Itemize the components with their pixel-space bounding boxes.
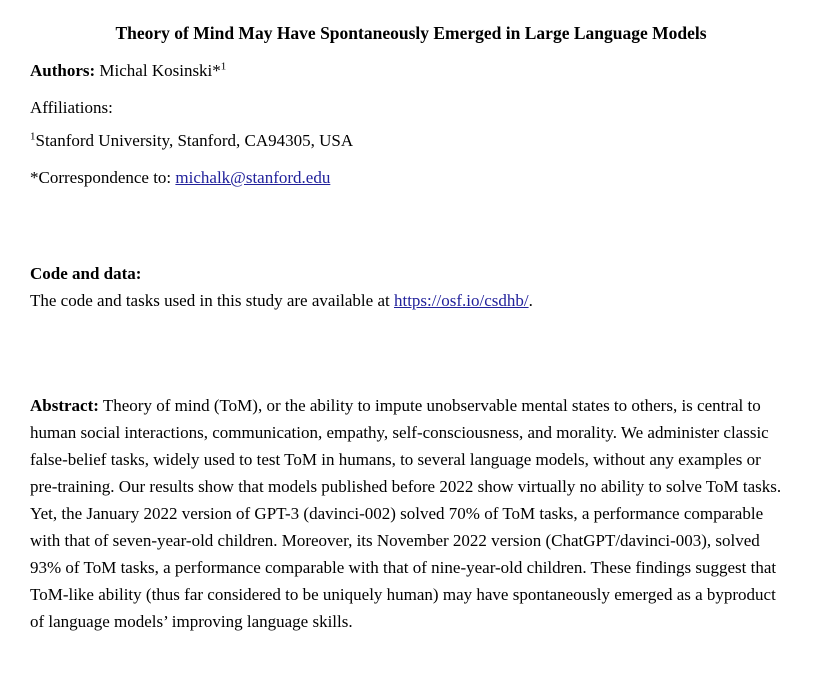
abstract-paragraph xyxy=(30,392,792,635)
authors-line xyxy=(30,60,792,82)
code-and-data-heading: Code and data: xyxy=(30,264,142,283)
osf-repository-link[interactable]: https://osf.io/csdhb/ xyxy=(393,291,529,310)
affiliation-superscript: 1 xyxy=(30,130,36,143)
affiliations-label: Affiliations: xyxy=(30,98,113,117)
correspondence-email-link[interactable]: michalk@stanford.edu xyxy=(175,168,331,187)
correspondence-line xyxy=(30,167,792,189)
affiliation-line xyxy=(30,130,792,152)
correspondence-prefix: *Correspondence to: xyxy=(30,168,172,187)
author-affiliation-superscript: 1 xyxy=(220,60,227,73)
abstract-text: Theory of mind (ToM), or the ability to impute unobservable mental states to others, is central to human social interactions, communication, empathy, self-consciousness, and morality. We administer classic false-belief tasks, widely used to test ToM in humans, to several language models, without any examples or pre-training. Our results show that models published before 2022 show virtually no ability to solve ToM tasks. Yet, the January 2022 version of GPT-3 (davinci-002) solved 70% of ToM tasks, a performance comparable with that of seven-year-old children. Moreover, its November 2022 version (ChatGPT/davinci-003), solved 93% of ToM tasks, a performance comparable with that of nine-year-old children. These findings suggest that ToM-like ability (thus far considered to be uniquely human) may have spontaneously emerged as a byproduct of language models’ improving language skills. xyxy=(30,396,782,631)
author-name: Michal Kosinski xyxy=(99,61,213,80)
paper-title: Theory of Mind May Have Spontaneously Emerged in Large Language Models xyxy=(115,23,707,43)
affiliation-text: Stanford University, Stanford, CA94305, USA xyxy=(35,131,354,150)
code-availability-text: The code and tasks used in this study are available at xyxy=(30,291,390,310)
abstract-label: Abstract: xyxy=(30,396,99,415)
author-correspondence-marker: * xyxy=(212,61,221,80)
code-and-data-line xyxy=(30,290,792,312)
authors-label: Authors: xyxy=(30,61,96,80)
code-availability-suffix: . xyxy=(528,291,533,310)
